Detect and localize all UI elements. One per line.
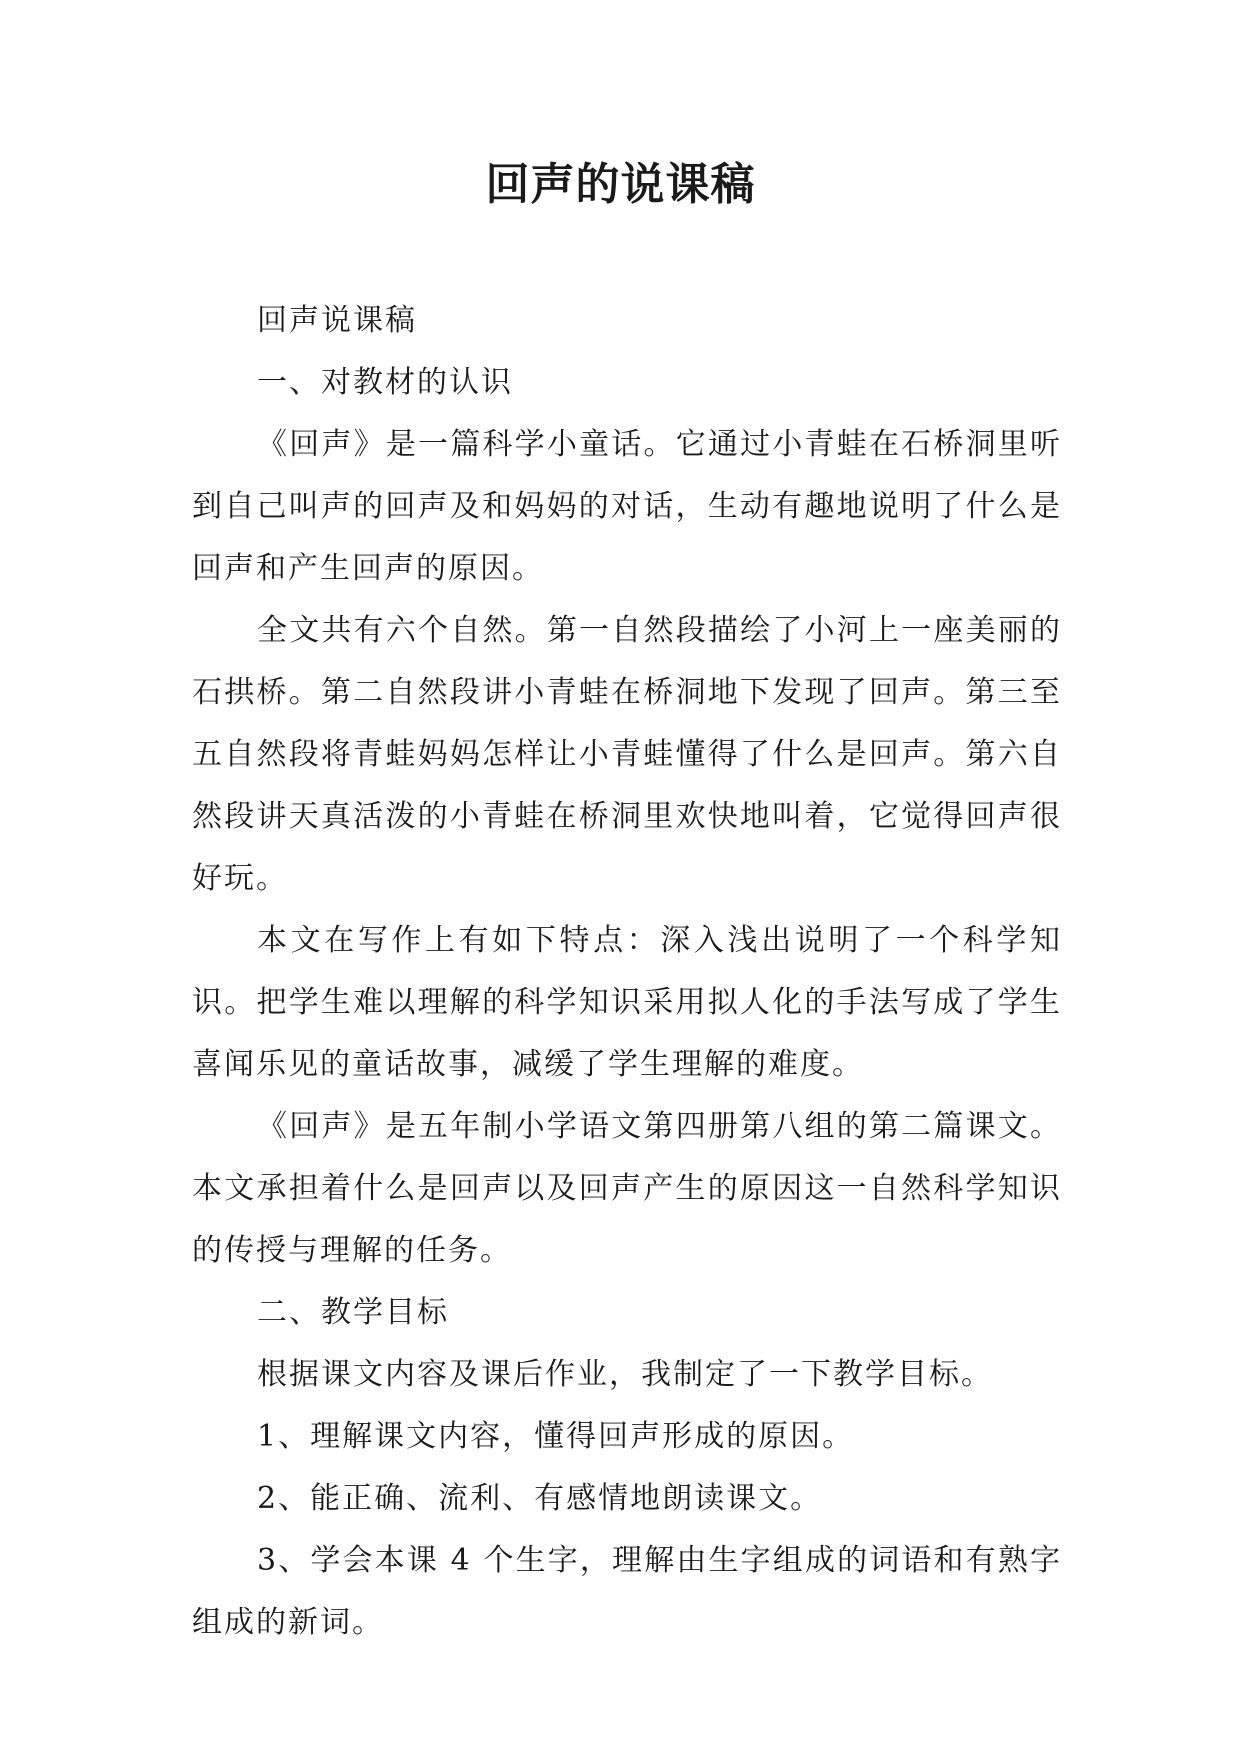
paragraph: 根据课文内容及课后作业，我制定了一下教学目标。 [257,1357,993,1392]
paragraph-subtitle: 回声说课稿 [257,303,417,338]
paragraph: 《回声》是一篇科学小童话。它通过小青蛙在石桥洞里听到自己叫声的回声及和妈妈的对话，生动有趣地说明了什么是回声和产生回声的原因。 [192,427,1062,586]
section-heading-textbook: 一、对教材的认识 [257,365,513,400]
paragraph: 本文在写作上有如下特点：深入浅出说明了一个科学知识。把学生难以理解的科学知识采用拟人化的手法写成了学生喜闻乐见的童话故事，减缓了学生理解的难度。 [192,923,1062,1082]
list-item: 3、学会本课 4 个生字，理解由生字组成的词语和有熟字组成的新词。 [192,1543,1062,1640]
paragraph: 《回声》是五年制小学语文第四册第八组的第二篇课文。本文承担着什么是回声以及回声产生的原因这一自然科学知识的传授与理解的任务。 [192,1109,1062,1268]
section-heading-goals: 二、教学目标 [257,1295,449,1330]
list-item: 1、理解课文内容，懂得回声形成的原因。 [257,1419,855,1454]
paragraph: 全文共有六个自然。第一自然段描绘了小河上一座美丽的石拱桥。第二自然段讲小青蛙在桥洞地下发现了回声。第三至五自然段将青蛙妈妈怎样让小青蛙懂得了什么是回声。第六自然段讲天真活泼的小青蛙在桥洞里欢快地叫着，它觉得回声很好玩。 [192,613,1062,896]
document-body [192,290,1062,1654]
document-title: 回声的说课稿 [485,159,756,210]
list-item: 2、能正确、流利、有感情地朗读课文。 [257,1481,823,1516]
